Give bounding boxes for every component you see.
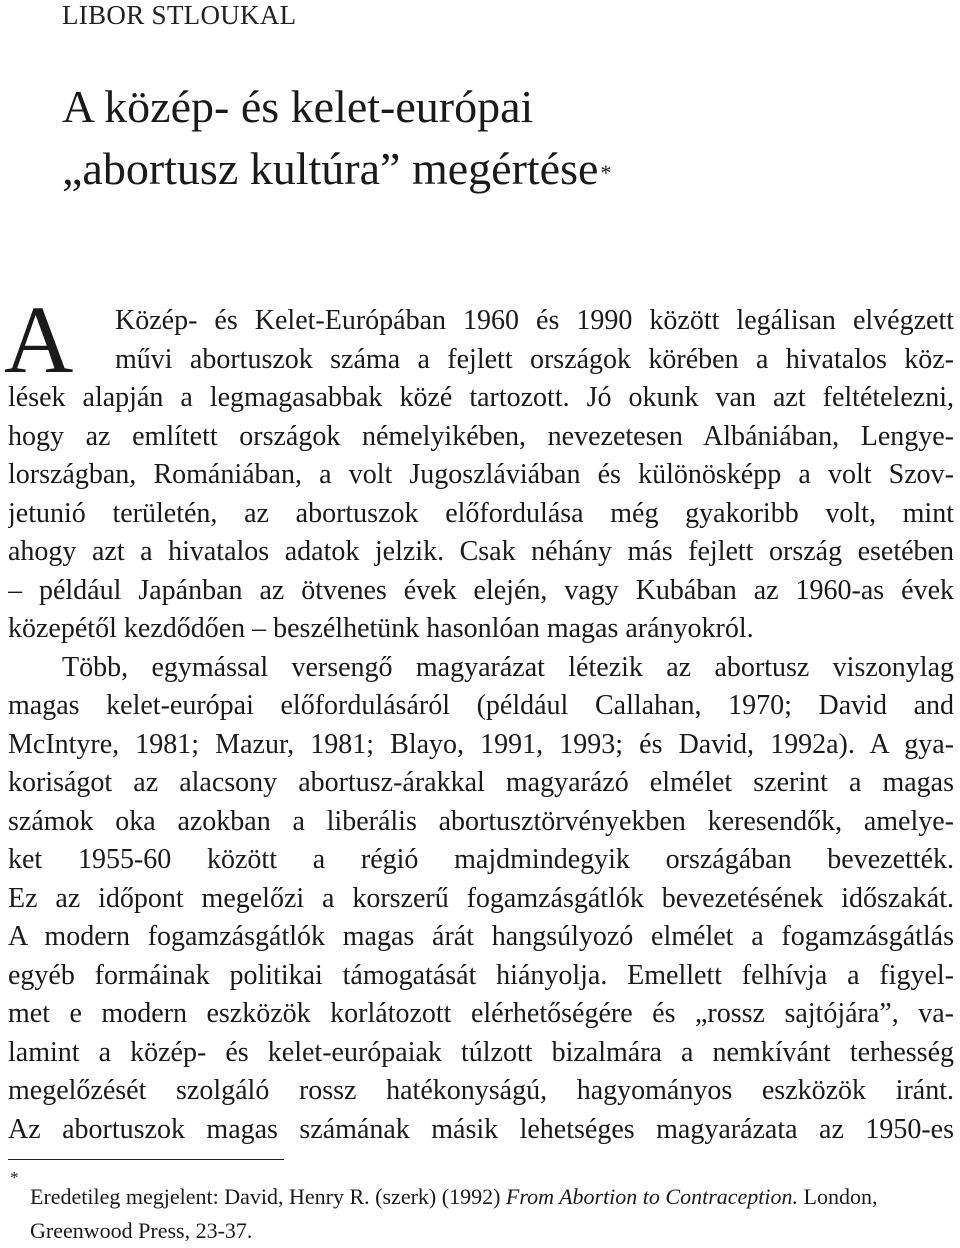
title-line-2: „abortusz kultúra” megértése [62, 143, 599, 194]
body-line: számok oka azokban a liberális abortusztörvényekben keresendők, amelye- [8, 805, 954, 837]
title-line-1: A közép- és kelet-európai [62, 81, 534, 132]
footnote-line-2: Greenwood Press, 23-37. [30, 1218, 253, 1243]
body-line: jetunió területén, az abortuszok előfordulása még gyakoribb volt, mint [8, 497, 954, 529]
body-line: Ez az időpont megelőzi a korszerű fogamzásgátlók bevezetésének időszakát. [8, 882, 954, 914]
body-line: megelőzését szolgáló rossz hatékonyságú, hagyományos eszközök iránt. [8, 1075, 954, 1106]
footnote-source: Eredetileg megjelent: David, Henry R. (szerk) (1992) [30, 1184, 506, 1209]
body-line: ahogy azt a hivatalos adatok jelzik. Csak néhány más fejlett ország esetében [8, 536, 954, 567]
body-line: művi abortuszok száma a fejlett országok körében a hivatalos köz- [115, 343, 954, 375]
footnote-mark: * [10, 1168, 19, 1187]
body-line: A modern fogamzásgátlók magas árát hangsúlyozó elmélet a fogamzásgátlás [8, 921, 954, 952]
article-title [62, 76, 611, 200]
body-line: Az abortuszok magas számának másik lehetséges magyarázata az 1950-es [8, 1113, 954, 1145]
body-line: koriságot az alacsony abortusz-árakkal magyarázó elmélet szerint a magas [8, 767, 954, 798]
body-line: Közép- és Kelet-Európában 1960 és 1990 között legálisan elvégzett [115, 305, 954, 336]
body-line: lországban, Romániában, a volt Jugoszláviában és különösképp a volt Szov- [8, 459, 954, 490]
footnote-divider [8, 1159, 284, 1160]
article-body [8, 302, 954, 1149]
body-line: lések alapján a legmagasabbak közé tartozott. Jó okunk van azt feltételezni, [8, 382, 954, 413]
body-line: magas kelet-európai előfordulásáról (például Callahan, 1970; David and [8, 690, 954, 721]
body-line: közepétől kezdődően – beszélhetünk hasonlóan magas arányokról. [8, 613, 754, 644]
footnote-place: London, [798, 1184, 878, 1209]
body-line: met e modern eszközök korlátozott elérhetőségére és „rossz sajtójára”, va- [8, 998, 954, 1029]
body-line: egyéb formáinak politikai támogatását hiányolja. Emellett felhívja a figyel- [8, 959, 954, 991]
title-footnote-mark: * [600, 160, 612, 185]
drop-cap: A [4, 286, 74, 393]
body-line: McIntyre, 1981; Mazur, 1981; Blayo, 1991, 1993; és David, 1992a). A gya- [8, 728, 954, 760]
body-line: Több, egymással versengő magyarázat létezik az abortusz viszonylag [62, 651, 954, 683]
footnote-book-title: From Abortion to Contraception. [505, 1184, 799, 1209]
body-line: – például Japánban az ötvenes évek elején, vagy Kubában az 1960-as évek [8, 574, 954, 606]
body-line: ket 1955-60 között a régió majdmindegyik országában bevezették. [8, 844, 954, 875]
author-name: LIBOR STLOUKAL [62, 0, 297, 30]
body-line: hogy az említett országok némelyikében, nevezetesen Albániában, Lengye- [8, 420, 954, 452]
body-line: lamint a közép- és kelet-európaiak túlzott bizalmára a nemkívánt terhesség [8, 1036, 954, 1068]
footnote [30, 1180, 950, 1248]
footnote-line-1 [30, 1180, 950, 1214]
